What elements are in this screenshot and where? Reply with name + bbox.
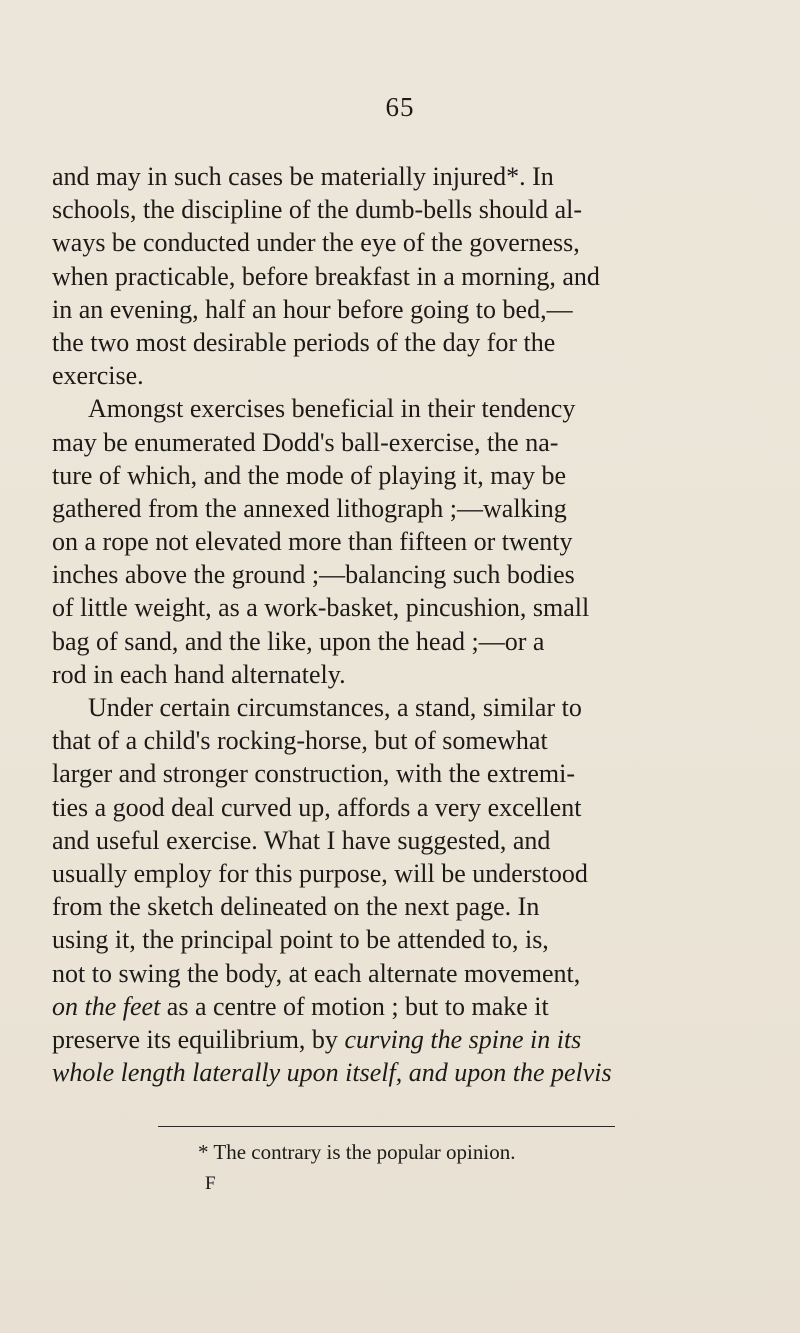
text-line: bag of sand, and the like, upon the head ;—or a <box>52 626 545 656</box>
footnote: * The contrary is the popular opinion. <box>198 1140 516 1164</box>
page-number: 65 <box>385 92 415 122</box>
paragraph-start-line: Amongst exercises beneficial in their tendency <box>88 394 576 424</box>
text-line: may be enumerated Dodd's ball-exercise, the na- <box>52 427 559 457</box>
text-line-mixed: preserve its equilibrium, by curving the spine in its <box>52 1024 582 1054</box>
text-line: schools, the discipline of the dumb-bells should al- <box>52 195 583 225</box>
signature-mark: F <box>205 1173 216 1194</box>
text-line: not to swing the body, at each alternate movement, <box>52 958 581 988</box>
text-line: exercise. <box>52 361 144 391</box>
paragraph-start-line: Under certain circumstances, a stand, similar to <box>88 693 582 722</box>
body-text <box>52 160 734 1089</box>
italic-text: whole length laterally upon itself, and upon the pelvis <box>52 1058 612 1088</box>
text-line: in an evening, half an hour before going to bed,— <box>52 294 573 324</box>
text-line: that of a child's rocking-horse, but of somewhat <box>52 726 548 756</box>
text-line: using it, the principal point to be attended to, is, <box>52 925 549 955</box>
text-line: of little weight, as a work-basket, pincushion, small <box>52 593 590 623</box>
text-line: rod in each hand alternately. <box>52 659 346 689</box>
text-line-mixed <box>52 1056 734 1089</box>
text-line: ture of which, and the mode of playing it, may be <box>52 460 567 490</box>
text-line: ways be conducted under the eye of the governess, <box>52 228 580 258</box>
text-line: gathered from the annexed lithograph ;—walking <box>52 493 567 523</box>
text-line: when practicable, before breakfast in a morning, and <box>52 261 600 291</box>
text-line: and useful exercise. What I have suggested, and <box>52 825 551 855</box>
footnote-rule <box>158 1126 615 1127</box>
text-line: usually employ for this purpose, will be understood <box>52 858 588 888</box>
italic-text: on the feet <box>52 991 161 1021</box>
text-line: larger and stronger construction, with the extremi- <box>52 759 575 789</box>
text-line: the two most desirable periods of the day for the <box>52 327 556 357</box>
italic-text: curving the spine in its <box>344 1024 582 1054</box>
text-line: and may in such cases be materially injured*. In <box>52 162 554 191</box>
text-line: ties a good deal curved up, affords a very excellent <box>52 792 582 822</box>
text-line: from the sketch delineated on the next page. In <box>52 892 540 922</box>
text-line: inches above the ground ;—balancing such bodies <box>52 560 575 590</box>
text-line: on a rope not elevated more than fifteen or twenty <box>52 527 573 557</box>
text-line-mixed: on the feet as a centre of motion ; but to make it <box>52 991 549 1021</box>
